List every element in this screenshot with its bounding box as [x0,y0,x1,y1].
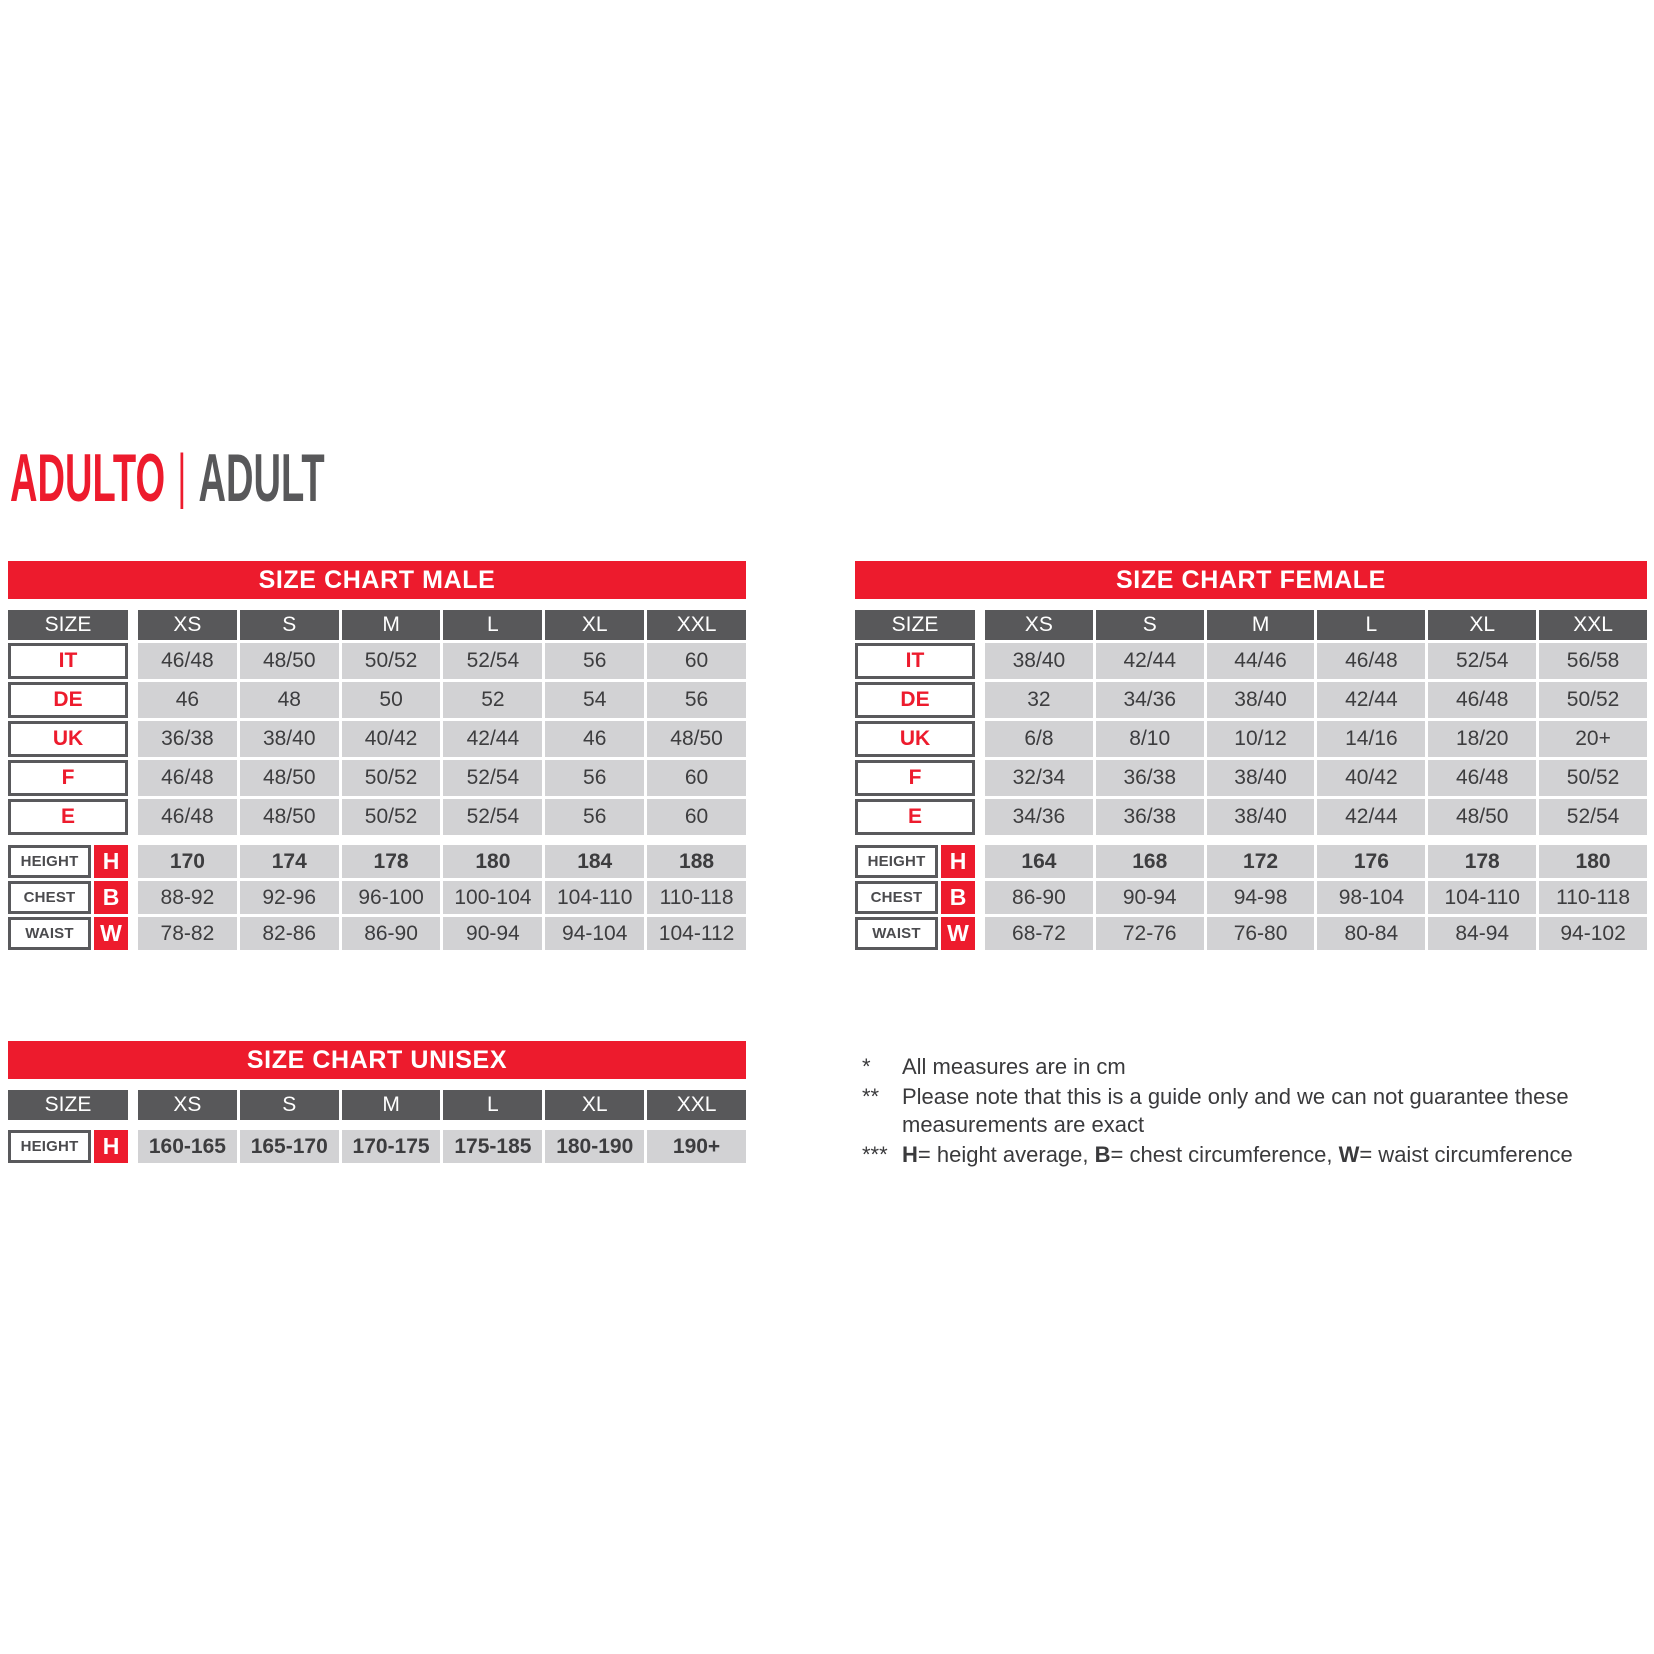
table-header-row [8,1090,746,1120]
value-cell: 56 [647,682,746,718]
measure-row [855,917,1647,950]
measure-row [855,881,1647,914]
measure-label: CHEST [855,881,938,914]
value-cell: 38/40 [985,643,1093,679]
measure-row [8,881,746,914]
value-cell: 38/40 [1207,760,1315,796]
measure-value-cell: 96-100 [342,881,441,914]
size-header-cell: SIZE [8,610,128,640]
footnote-segment: Please note that this is a guide only and we can not guarantee these measurements are exact [902,1083,1569,1138]
value-cell: 38/40 [240,721,339,757]
measure-value-cell: 174 [240,845,339,878]
value-cell: 52/54 [1428,643,1536,679]
measure-letter-badge: H [941,845,975,878]
value-cell: 48/50 [240,799,339,835]
value-cell: 46/48 [138,799,237,835]
measure-value-cell: 175-185 [443,1130,542,1163]
table-row [855,760,1647,796]
value-cell: 56 [545,799,644,835]
footnote [862,1141,1652,1170]
size-column-header: XS [985,610,1093,640]
measure-value-cell: 68-72 [985,917,1093,950]
table-row [8,760,746,796]
value-cell: 60 [647,760,746,796]
footnote-segment: = chest circumference, [1110,1141,1339,1167]
footnote-bold-term: W [1338,1141,1360,1167]
row-label: DE [855,682,975,718]
size-column-header: L [1317,610,1425,640]
value-cell: 48/50 [240,760,339,796]
size-column-header: S [240,610,339,640]
value-cell: 6/8 [985,721,1093,757]
measure-value-cell: 180-190 [545,1130,644,1163]
size-chart-unisex-table [8,1041,746,1166]
measure-value-cell: 86-90 [342,917,441,950]
measure-letter-badge: H [94,845,128,878]
footnote-segment: All measures are in cm [902,1054,1126,1079]
measure-value-cell: 168 [1096,845,1204,878]
value-cell: 34/36 [1096,682,1204,718]
size-chart-male-table [8,561,746,953]
table-row [855,799,1647,835]
measure-value-cell: 104-110 [1428,881,1536,914]
row-label: IT [8,643,128,679]
value-cell: 44/46 [1207,643,1315,679]
value-cell: 60 [647,799,746,835]
value-cell: 56 [545,643,644,679]
measure-value-cell: 90-94 [443,917,542,950]
size-column-header: L [443,1090,542,1120]
measure-value-cell: 165-170 [240,1130,339,1163]
measure-value-cell: 178 [1428,845,1536,878]
footnote-marker: ** [862,1083,880,1109]
measure-letter-badge: W [941,917,975,950]
footnote-bold-term: B [1094,1141,1111,1167]
value-cell: 46 [138,682,237,718]
measure-value-cell: 84-94 [1428,917,1536,950]
measure-letter-badge: W [94,917,128,950]
value-cell: 46 [545,721,644,757]
row-label: UK [855,721,975,757]
row-label: F [8,760,128,796]
footnote-segment: = height average, [917,1141,1095,1167]
measure-value-cell: 176 [1317,845,1425,878]
table-title-banner: SIZE CHART MALE [8,561,746,599]
size-column-header: XXL [647,610,746,640]
measure-letter-badge: H [94,1130,128,1163]
size-column-header: XL [1428,610,1536,640]
measure-value-cell: 94-98 [1207,881,1315,914]
value-cell: 60 [647,643,746,679]
value-cell: 50/52 [342,799,441,835]
measure-value-cell: 170 [138,845,237,878]
value-cell: 40/42 [1317,760,1425,796]
measure-value-cell: 88-92 [138,881,237,914]
value-cell: 48/50 [647,721,746,757]
measure-row [855,845,1647,878]
page-title-secondary: ADULT [198,440,325,516]
measure-value-cell: 110-118 [1539,881,1647,914]
measure-value-cell: 160-165 [138,1130,237,1163]
measure-value-cell: 172 [1207,845,1315,878]
measure-value-cell: 78-82 [138,917,237,950]
measure-value-cell: 98-104 [1317,881,1425,914]
value-cell: 38/40 [1207,799,1315,835]
value-cell: 8/10 [1096,721,1204,757]
table-row [8,682,746,718]
measure-value-cell: 90-94 [1096,881,1204,914]
page-title [10,440,325,516]
value-cell: 36/38 [1096,799,1204,835]
value-cell: 52/54 [443,643,542,679]
measure-value-cell: 104-112 [647,917,746,950]
measure-value-cell: 104-110 [545,881,644,914]
size-column-header: M [342,610,441,640]
value-cell: 36/38 [138,721,237,757]
measure-value-cell: 170-175 [342,1130,441,1163]
size-header-cell: SIZE [8,1090,128,1120]
measure-value-cell: 94-104 [545,917,644,950]
measure-letter-badge: B [941,881,975,914]
measure-label-group [855,917,975,950]
row-label: DE [8,682,128,718]
measure-value-cell: 86-90 [985,881,1093,914]
measure-letter-badge: B [94,881,128,914]
footnote-marker: * [862,1054,871,1079]
value-cell: 48 [240,682,339,718]
value-cell: 20+ [1539,721,1647,757]
measure-label-group [8,1130,128,1163]
value-cell: 52/54 [443,799,542,835]
measure-value-cell: 82-86 [240,917,339,950]
value-cell: 50/52 [1539,682,1647,718]
measure-value-cell: 180 [443,845,542,878]
measure-value-cell: 184 [545,845,644,878]
measure-row [8,917,746,950]
table-row [855,721,1647,757]
value-cell: 32 [985,682,1093,718]
value-cell: 34/36 [985,799,1093,835]
value-cell: 42/44 [1317,682,1425,718]
value-cell: 42/44 [443,721,542,757]
value-cell: 50 [342,682,441,718]
measure-value-cell: 180 [1539,845,1647,878]
footnotes [862,1053,1652,1170]
size-column-header: S [240,1090,339,1120]
value-cell: 18/20 [1428,721,1536,757]
measure-value-cell: 94-102 [1539,917,1647,950]
size-column-header: S [1096,610,1204,640]
measure-label-group [8,881,128,914]
footnote [862,1083,1652,1140]
row-label: UK [8,721,128,757]
page-title-separator: | [177,442,187,509]
value-cell: 54 [545,682,644,718]
footnote-marker: *** [862,1141,888,1167]
table-row [8,643,746,679]
page-title-primary: ADULTO [10,440,166,516]
value-cell: 42/44 [1317,799,1425,835]
footnote [862,1053,1652,1082]
value-cell: 50/52 [1539,760,1647,796]
measure-value-cell: 178 [342,845,441,878]
value-cell: 40/42 [342,721,441,757]
row-label: E [8,799,128,835]
measure-value-cell: 188 [647,845,746,878]
measure-value-cell: 190+ [647,1130,746,1163]
row-label: IT [855,643,975,679]
value-cell: 48/50 [240,643,339,679]
measure-value-cell: 80-84 [1317,917,1425,950]
table-title-banner: SIZE CHART UNISEX [8,1041,746,1079]
size-column-header: XL [545,610,644,640]
measure-value-cell: 100-104 [443,881,542,914]
value-cell: 42/44 [1096,643,1204,679]
value-cell: 36/38 [1096,760,1204,796]
measure-label: CHEST [8,881,91,914]
measure-label-group [8,845,128,878]
value-cell: 56/58 [1539,643,1647,679]
value-cell: 46/48 [138,643,237,679]
table-header-row [855,610,1647,640]
table-row [8,799,746,835]
footnote-text [902,1083,1652,1140]
table-row [8,721,746,757]
size-column-header: XL [545,1090,644,1120]
measure-label: HEIGHT [8,845,91,878]
value-cell: 38/40 [1207,682,1315,718]
table-title-banner: SIZE CHART FEMALE [855,561,1647,599]
footnote-segment: = waist circumference [1359,1141,1573,1167]
size-column-header: XS [138,1090,237,1120]
value-cell: 46/48 [138,760,237,796]
table-row [855,643,1647,679]
measure-value-cell: 76-80 [1207,917,1315,950]
value-cell: 10/12 [1207,721,1315,757]
measure-label-group [855,845,975,878]
measure-label: HEIGHT [855,845,938,878]
size-column-header: L [443,610,542,640]
measure-value-cell: 72-76 [1096,917,1204,950]
value-cell: 32/34 [985,760,1093,796]
value-cell: 48/50 [1428,799,1536,835]
value-cell: 52/54 [1539,799,1647,835]
measure-row [8,845,746,878]
value-cell: 46/48 [1428,760,1536,796]
measure-value-cell: 92-96 [240,881,339,914]
value-cell: 14/16 [1317,721,1425,757]
value-cell: 50/52 [342,643,441,679]
measure-value-cell: 164 [985,845,1093,878]
value-cell: 56 [545,760,644,796]
footnote-text [902,1053,1652,1082]
measure-row [8,1130,746,1163]
value-cell: 52/54 [443,760,542,796]
measure-label-group [855,881,975,914]
value-cell: 50/52 [342,760,441,796]
table-row [855,682,1647,718]
value-cell: 46/48 [1317,643,1425,679]
measure-label: WAIST [855,917,938,950]
value-cell: 52 [443,682,542,718]
row-label: F [855,760,975,796]
table-header-row [8,610,746,640]
size-column-header: XXL [1539,610,1647,640]
size-column-header: XS [138,610,237,640]
size-chart-female-table [855,561,1647,953]
size-column-header: XXL [647,1090,746,1120]
size-header-cell: SIZE [855,610,975,640]
measure-label-group [8,917,128,950]
footnote-bold-term: H [902,1141,918,1167]
measure-label: HEIGHT [8,1130,91,1163]
measure-value-cell: 110-118 [647,881,746,914]
row-label: E [855,799,975,835]
measure-label: WAIST [8,917,91,950]
value-cell: 46/48 [1428,682,1536,718]
size-column-header: M [1207,610,1315,640]
footnote-text [902,1141,1652,1170]
size-column-header: M [342,1090,441,1120]
